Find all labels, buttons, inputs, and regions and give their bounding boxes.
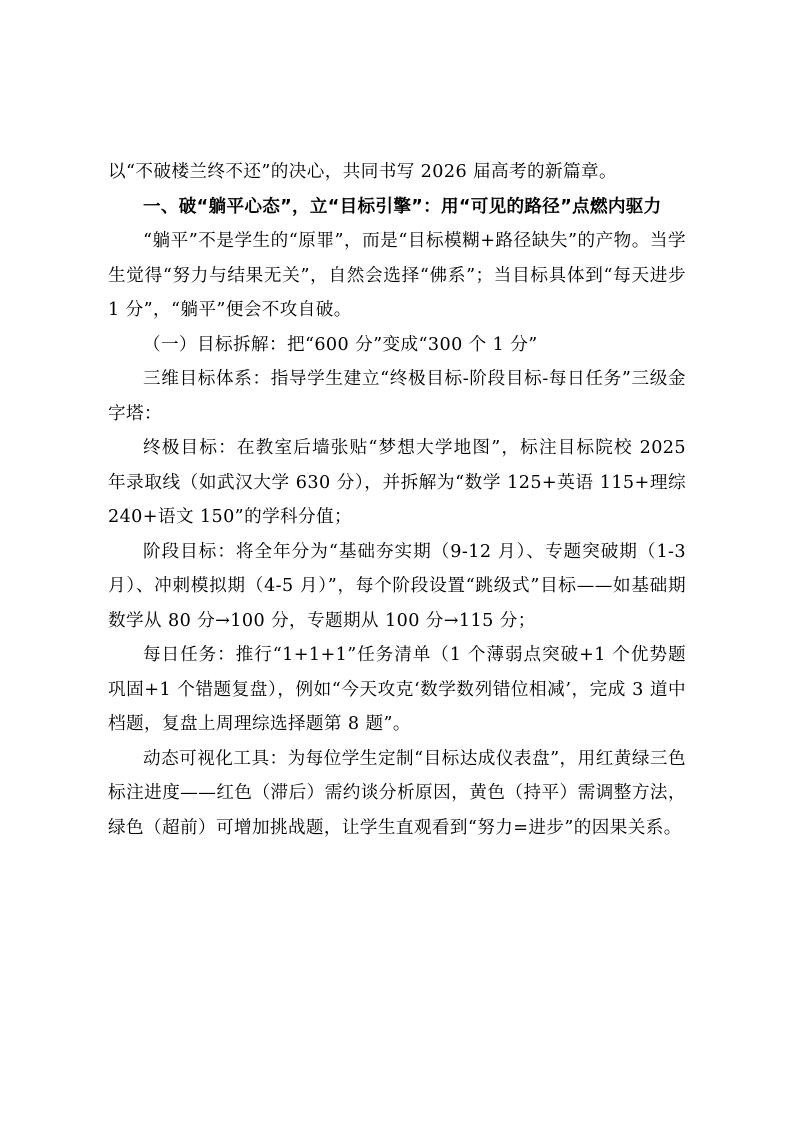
paragraph-ultimate-goal: 终极目标：在教室后墙张贴“梦想大学地图”，标注目标院校 2025 年录取线（如武汉大学 630 分），并拆解为“数学 125+英语 115+理综 240+语文 150”的学科分值； (108, 438, 686, 527)
paragraph-intro-closing: 以“不破楼兰终不还”的决心，共同书写 2026 届高考的新篇章。 (108, 162, 618, 182)
section-heading: 一、破“躺平心态”，立“目标引擎”：用“可见的路径”点燃内驱力 (143, 196, 662, 217)
paragraph-daily-task: 每日任务：推行“1+1+1”任务清单（1 个薄弱点突破+1 个优势题巩固+1 个错题复盘），例如“今天攻克‘数学数列错位相减’，完成 3 道中档题，复盘上周理综选择题第 8 题”。 (108, 645, 686, 734)
paragraph-lying-flat: “躺平”不是学生的“原罪”，而是“目标模糊+路径缺失”的产物。当学生觉得“努力与结果无关”，自然会选择“佛系”；当目标具体到“每天进步 1 分”，“躺平”便会不攻自破。 (108, 231, 686, 320)
document-body (108, 155, 686, 845)
paragraph-three-tier-goals: 三维目标体系：指导学生建立“终极目标-阶段目标-每日任务”三级金字塔： (108, 369, 686, 424)
paragraph-stage-goal: 阶段目标：将全年分为“基础夯实期（9-12 月）、专题突破期（1-3 月）、冲刺模拟期（4-5 月）”，每个阶段设置“跳级式”目标——如基础期数学从 80 分→100 分，专题期从 100 分→115 分； (108, 541, 686, 631)
paragraph-dashboard-tool: 动态可视化工具：为每位学生定制“目标达成仪表盘”，用红黄绿三色标注进度——红色（滞后）需约谈分析原因，黄色（持平）需调整方法，绿色（超前）可增加挑战题，让学生直观看到“努力=进步”的因果关系。 (108, 748, 686, 838)
subsection-heading: （一）目标拆解：把“600 分”变成“300 个 1 分” (143, 334, 538, 355)
